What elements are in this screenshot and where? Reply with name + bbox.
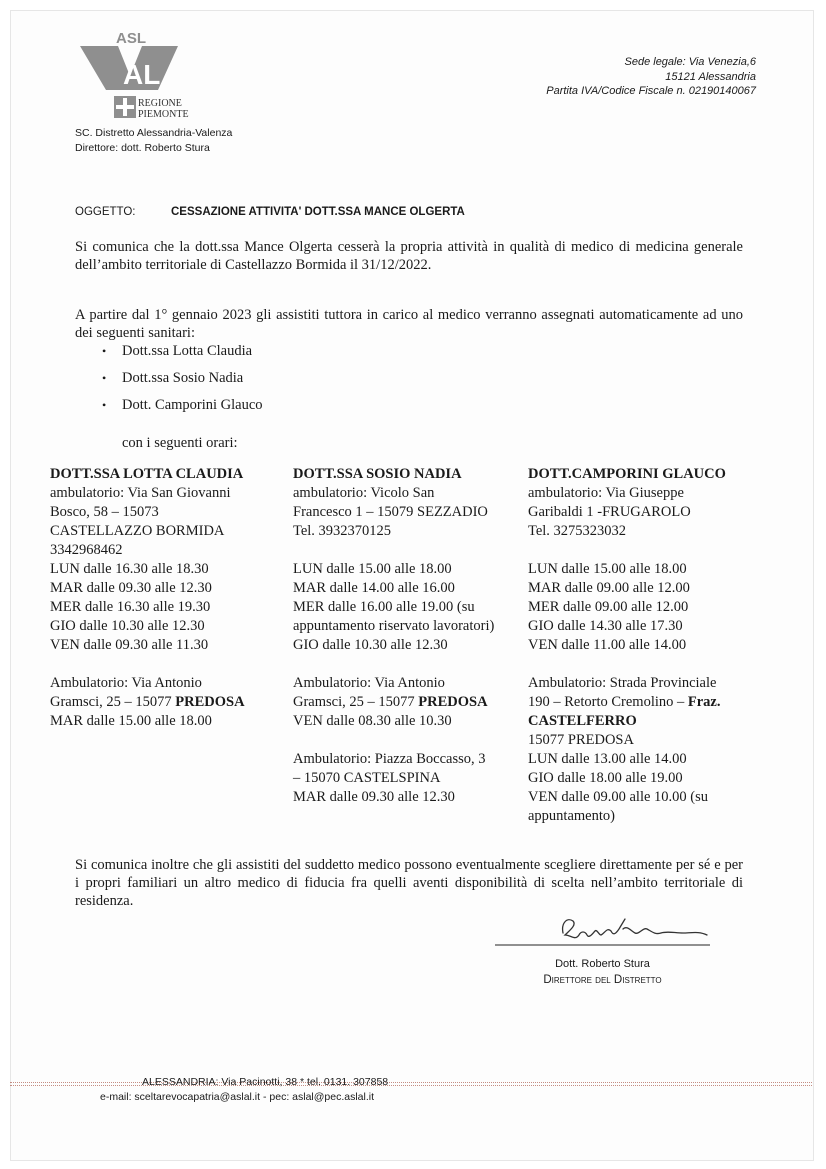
logo-regione-text: REGIONE — [138, 98, 182, 109]
address-line: Gramsci, 25 – 15077 PREDOSA — [293, 694, 488, 710]
signer-name: Dott. Roberto Stura — [555, 958, 650, 970]
address-line: Ambulatorio: Via Antonio — [50, 675, 202, 691]
hours-line: GIO dalle 10.30 alle 12.30 — [50, 618, 205, 634]
address-line: ambulatorio: Via San Giovanni — [50, 485, 231, 501]
address-line: Bosco, 58 – 15073 — [50, 504, 159, 520]
address-line: 15077 PREDOSA — [528, 732, 634, 748]
address-line: Ambulatorio: Strada Provinciale — [528, 675, 717, 691]
signer-role: Direttore del Distretto — [543, 974, 662, 986]
address-line: CASTELLAZZO BORMIDA — [50, 523, 225, 539]
hours-line: LUN dalle 15.00 alle 18.00 — [293, 561, 452, 577]
schedule-intro: con i seguenti orari: — [122, 435, 238, 451]
hours-line: GIO dalle 10.30 alle 12.30 — [293, 637, 448, 653]
hours-line: MER dalle 16.00 alle 19.00 (su — [293, 599, 475, 615]
hours-line: MER dalle 09.00 alle 12.00 — [528, 599, 689, 615]
footer-contacts: e-mail: sceltarevocapatria@aslal.it - pec: aslal@pec.aslal.it — [100, 1091, 375, 1103]
address-line: ambulatorio: Via Giuseppe — [528, 485, 684, 501]
city-name: PREDOSA — [418, 694, 488, 710]
doctor-name: DOTT.SSA LOTTA CLAUDIA — [50, 466, 244, 482]
paragraph-closing: Si comunica inoltre che gli assistiti del suddetto medico possono eventualmente scegliere direttamente per sé e per i propri familiari un altro medico di fiducia fra quelli aventi disponibilità di scelta nell’ambito territoriale di residenza. — [75, 857, 743, 909]
legal-seat — [546, 55, 756, 99]
address-line: Ambulatorio: Piazza Boccasso, 3 — [293, 751, 486, 767]
address-line: 190 – Retorto Cremolino – Fraz. — [528, 694, 721, 710]
hours-line: GIO dalle 14.30 alle 17.30 — [528, 618, 683, 634]
hours-line: VEN dalle 09.30 alle 11.30 — [50, 637, 209, 653]
hours-line: MAR dalle 15.00 alle 18.00 — [50, 713, 212, 729]
org-director: Direttore: dott. Roberto Stura — [75, 142, 210, 154]
footer — [100, 1075, 500, 1105]
frazione-label: Fraz. — [687, 694, 721, 710]
sede-city: 15121 Alessandria — [665, 70, 756, 83]
address-line: Francesco 1 – 15079 SEZZADIO — [293, 504, 488, 520]
hours-line: LUN dalle 15.00 alle 18.00 — [528, 561, 687, 577]
hours-line: MAR dalle 09.30 alle 12.30 — [50, 580, 212, 596]
hours-line: appuntamento riservato lavoratori) — [293, 618, 495, 634]
phone-number: 3342968462 — [50, 542, 123, 558]
org-district: SC. Distretto Alessandria-Valenza — [75, 127, 233, 139]
paragraph-cessation: Si comunica che la dott.ssa Mance Olgerta cesserà la propria attività in qualità di medico di medicina generale dell’ambito territoriale di Castellazzo Bormida il 31/12/2022. — [75, 239, 743, 273]
city-name: PREDOSA — [175, 694, 245, 710]
logo-al-text: AL — [123, 59, 161, 90]
subject-label: OGGETTO: — [75, 206, 136, 218]
address-line: Ambulatorio: Via Antonio — [293, 675, 445, 691]
address-line: ambulatorio: Vicolo San — [293, 485, 435, 501]
list-item: • Dott.ssa Sosio Nadia — [100, 369, 263, 396]
asl-al-logo — [78, 28, 208, 123]
sede-address: Sede legale: Via Venezia,6 — [624, 56, 756, 68]
paragraph-assignment: A partire dal 1° gennaio 2023 gli assistiti tuttora in carico al medico verranno assegnati automaticamente ad uno dei seguenti sanitari: — [75, 307, 743, 341]
address-line: Gramsci, 25 – 15077 PREDOSA — [50, 694, 245, 710]
subject-line — [75, 206, 465, 218]
hours-line: MAR dalle 09.30 alle 12.30 — [293, 789, 455, 805]
signer-block — [495, 956, 710, 988]
hours-line: VEN dalle 11.00 alle 14.00 — [528, 637, 687, 653]
hours-line: VEN dalle 08.30 alle 10.30 — [293, 713, 452, 729]
doctor-column-camporini — [528, 465, 773, 826]
hours-line: MER dalle 16.30 alle 19.30 — [50, 599, 211, 615]
doctor-column-lotta — [50, 465, 290, 731]
sede-vat: Partita IVA/Codice Fiscale n. 02190140067 — [546, 85, 756, 97]
logo-asl-text: ASL — [116, 30, 146, 47]
subject-text: CESSAZIONE ATTIVITA' DOTT.SSA MANCE OLGERTA — [171, 206, 465, 218]
hours-line: LUN dalle 13.00 alle 14.00 — [528, 751, 687, 767]
phone-number: Tel. 3275323032 — [528, 523, 627, 539]
hours-line: VEN dalle 09.00 alle 10.00 (su — [528, 789, 709, 805]
doctor-name: DOTT.SSA SOSIO NADIA — [293, 466, 462, 482]
address-line: – 15070 CASTELSPINA — [293, 770, 441, 786]
logo-piemonte-text: PIEMONTE — [138, 109, 189, 120]
hours-line: GIO dalle 18.00 alle 19.00 — [528, 770, 683, 786]
list-item: • Dott. Camporini Glauco — [100, 396, 263, 423]
doctor-name: DOTT.CAMPORINI GLAUCO — [528, 466, 726, 482]
org-subtitle — [75, 126, 232, 156]
handwritten-signature — [495, 905, 710, 950]
hours-line: LUN dalle 16.30 alle 18.30 — [50, 561, 209, 577]
list-item: • Dott.ssa Lotta Claudia — [100, 342, 263, 369]
doctors-list — [100, 342, 263, 423]
footer-address: ALESSANDRIA: Via Pacinotti, 38 * tel. 0131. 307858 — [142, 1076, 389, 1088]
hours-line: appuntamento) — [528, 808, 615, 824]
hours-line: MAR dalle 14.00 alle 16.00 — [293, 580, 455, 596]
phone-number: Tel. 3932370125 — [293, 523, 392, 539]
address-line: Garibaldi 1 -FRUGAROLO — [528, 504, 691, 520]
hours-line: MAR dalle 09.00 alle 12.00 — [528, 580, 690, 596]
doctor-column-sosio — [293, 465, 528, 807]
frazione-name: CASTELFERRO — [528, 713, 637, 729]
